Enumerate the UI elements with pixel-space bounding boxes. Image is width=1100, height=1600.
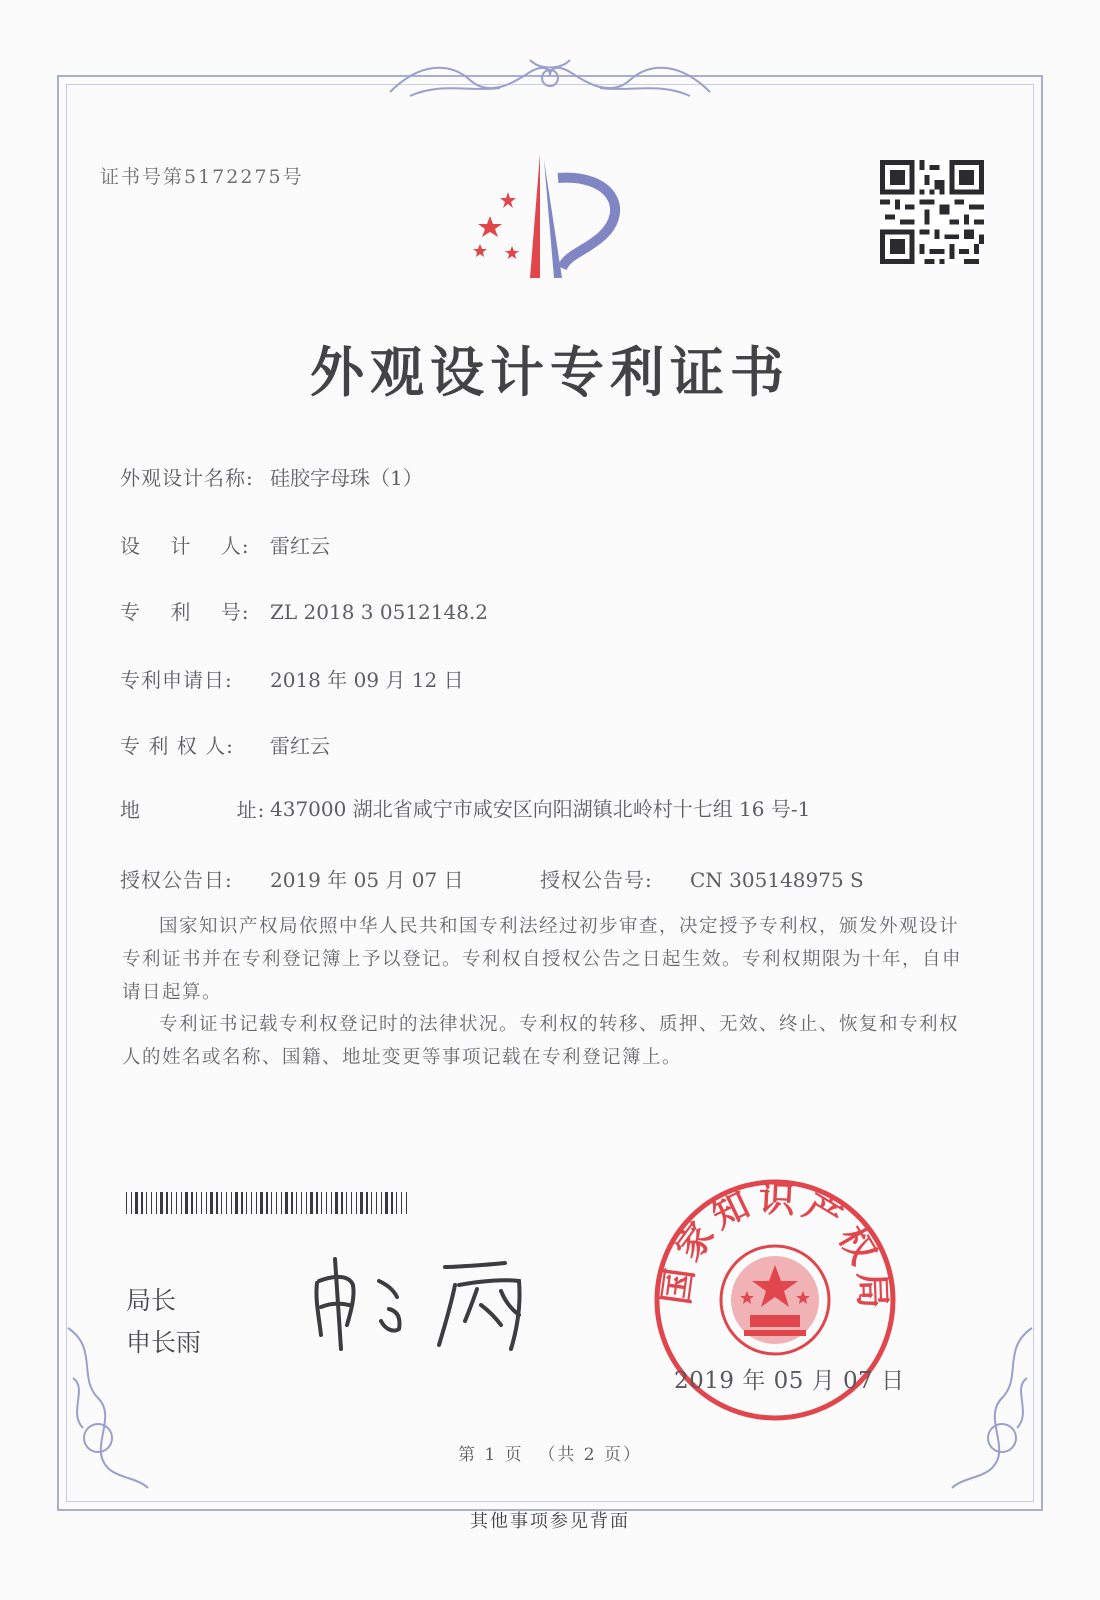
field-label: 授权公告号: (540, 868, 653, 892)
field-value: 437000 湖北省咸宁市咸安区向阳湖镇北岭村十七组 16 号-1 (270, 797, 811, 821)
field-patent-number (120, 596, 488, 625)
field-label: 专 利 权 人: (120, 734, 234, 758)
footer-note: 其他事项参见背面 (470, 1511, 630, 1532)
document-title: 外观设计专利证书 (310, 340, 790, 404)
top-ornament (380, 52, 720, 108)
field-value: 雷红云 (270, 534, 330, 558)
patent-office-logo-icon (462, 150, 632, 290)
field-label: 专利申请日: (120, 668, 233, 692)
barcode (126, 1192, 410, 1214)
field-label: 专 利 号: (120, 600, 250, 624)
field-value: 2019 年 05 月 07 日 (270, 868, 464, 892)
seal-text: 国家知识产权局 (656, 1178, 893, 1316)
certificate-number: 证书号第5172275号 (100, 166, 304, 188)
field-value: ZL 2018 3 0512148.2 (270, 600, 489, 624)
field-address (120, 794, 840, 824)
field-label: 外观设计名称: (120, 466, 254, 490)
field-value: 2018 年 09 月 12 日 (270, 668, 464, 692)
field-grant-date (120, 864, 464, 893)
field-value: 硅胶字母珠（1） (270, 466, 423, 490)
field-value: CN 305148975 S (690, 868, 864, 892)
legal-paragraph: 专利证书记载专利权登记时的法律状况。专利权的转移、质押、无效、终止、恢复和专利权人的姓名或名称、国籍、地址变更等事项记载在专利登记簿上。 (122, 1014, 960, 1068)
field-label: 设 计 人: (120, 534, 250, 558)
field-label: 地 址: (120, 798, 266, 822)
field-designer (120, 530, 330, 559)
director-block (126, 1280, 201, 1364)
field-design-name (120, 462, 423, 491)
field-grant-number (540, 864, 864, 893)
field-label: 授权公告日: (120, 868, 233, 892)
director-name: 申长雨 (126, 1328, 202, 1357)
page-number: 第 1 页 （共 2 页） (457, 1445, 643, 1465)
legal-paragraph: 国家知识产权局依照中华人民共和国专利法经过初步审查，决定授予专利权，颁发外观设计专利证书并在专利登记簿上予以登记。专利权自授权公告之日起生效。专利权期限为十年，自申请日起算。 (122, 916, 963, 1003)
bottom-right-ornament (942, 1318, 1042, 1498)
seal-date: 2019 年 05 月 07 日 (674, 1368, 905, 1394)
field-filing-date (120, 664, 464, 693)
qr-code (880, 160, 984, 264)
director-title: 局长 (126, 1286, 177, 1315)
national-emblem-icon (721, 1246, 829, 1354)
director-signature (305, 1245, 555, 1355)
field-value: 雷红云 (270, 734, 330, 758)
field-patentee (120, 730, 330, 759)
